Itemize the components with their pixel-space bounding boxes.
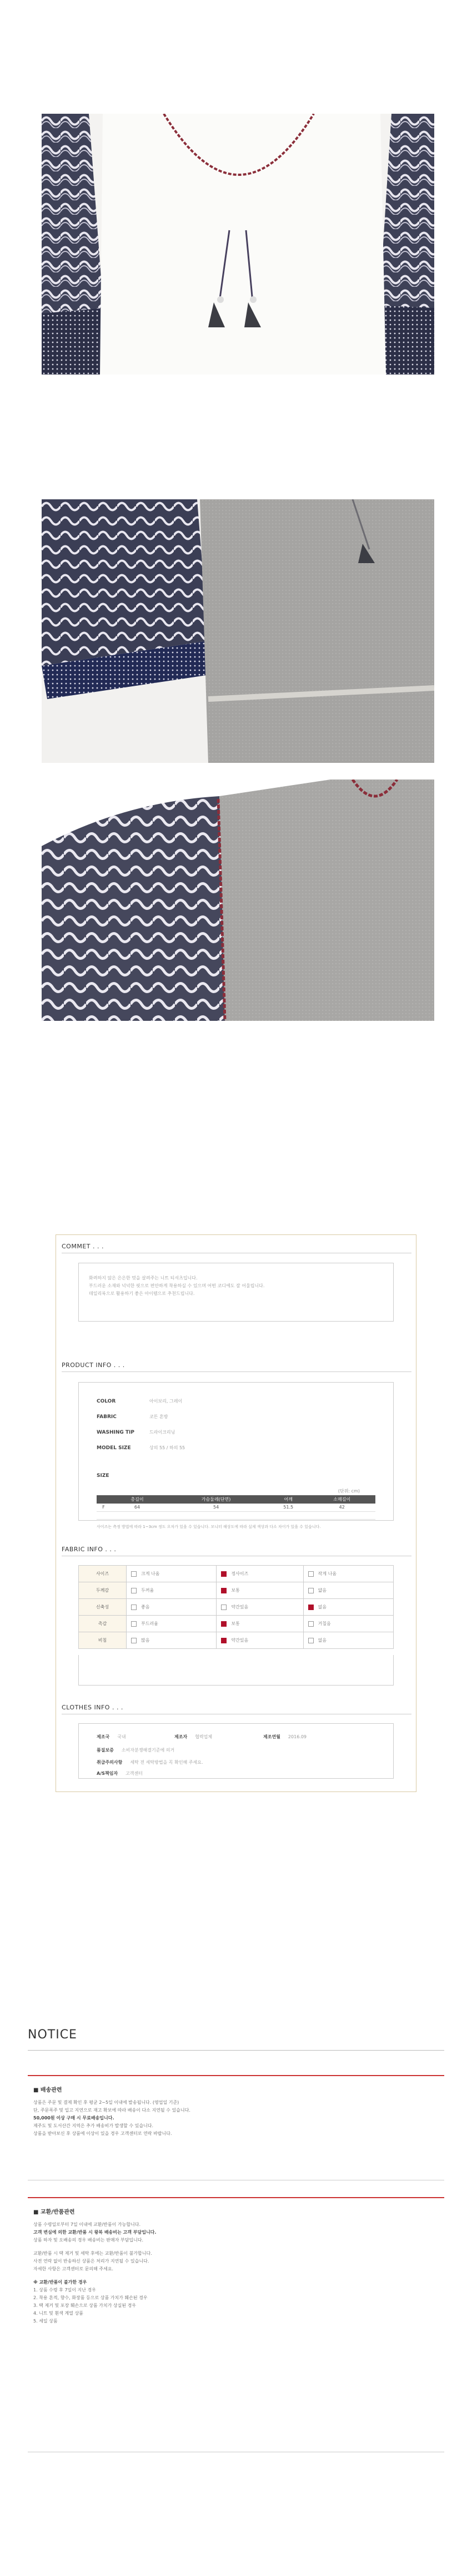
fabric-option [303, 1616, 393, 1632]
exchange-line: 상품 수령일로부터 7일 이내에 교환/반품이 가능합니다. [33, 2222, 141, 2227]
checkbox-icon [308, 1588, 314, 1593]
fabric-option-label: 약간있음 [231, 1638, 249, 1643]
clothes-row: 취급주의사항 세탁 전 세탁방법을 꼭 확인해 주세요. [97, 1760, 203, 1765]
fabric-option-label: 좋음 [141, 1605, 150, 1610]
exchange-line: 5. 세일 상품 [33, 2319, 58, 2324]
size-cell: 64 [111, 1504, 164, 1511]
checkbox-icon [221, 1605, 227, 1610]
size-header [97, 1495, 111, 1504]
checked-box-icon [308, 1605, 314, 1610]
fabric-row [79, 1616, 394, 1632]
fabric-option-label: 얇음 [318, 1588, 327, 1593]
checked-box-icon [221, 1588, 227, 1593]
delivery-line: 제주도 및 도서산간 지역은 추가 배송비가 발생할 수 있습니다. [33, 2123, 154, 2128]
exchange-line: 교환/반품 시 택 제거 및 세탁 후에는 교환/반품이 불가합니다. [33, 2251, 152, 2256]
product-row-fabric: FABRIC 코튼 혼방 [97, 1414, 168, 1420]
fabric-row [79, 1566, 394, 1582]
size-header: 어깨 [268, 1495, 309, 1504]
fabric-option [217, 1616, 303, 1632]
fabric-row [79, 1599, 394, 1616]
divider [62, 1371, 411, 1372]
size-label: SIZE [97, 1473, 109, 1479]
delivery-line: 상품을 받아보신 후 상품에 이상이 있을 경우 고객센터로 연락 바랍니다. [33, 2131, 172, 2136]
size-cell: 42 [309, 1504, 375, 1511]
product-row-color: COLOR 아이보리, 그레이 [97, 1399, 183, 1404]
fabric-option [217, 1599, 303, 1616]
fabric-option [217, 1632, 303, 1649]
fabric-row [79, 1582, 394, 1599]
fabric-option-label: 거칠음 [318, 1621, 331, 1626]
size-row-empty [97, 1511, 375, 1519]
fabric-option [127, 1566, 217, 1582]
fabric-option-label: 보통 [231, 1588, 240, 1593]
fabric-table [78, 1565, 394, 1649]
size-header: 소매길이 [309, 1495, 375, 1504]
clothes-row: 품질보증 소비자분쟁해결기준에 의거 [97, 1748, 175, 1753]
checkbox-icon [131, 1588, 137, 1593]
fabric-row-label: 두께감 [79, 1582, 127, 1599]
exchange-line: 4. 니트 및 흰색 계열 상품 [33, 2311, 83, 2316]
delivery-line: 상품은 주문 및 결제 확인 후 평균 2~5일 이내에 발송됩니다. (영업일 기준) [33, 2100, 179, 2105]
fabric-option [303, 1632, 393, 1649]
fabric-row-label: 비침 [79, 1632, 127, 1649]
clothes-info-title: CLOTHES INFO . . . [62, 1704, 123, 1711]
checked-box-icon [221, 1638, 227, 1643]
product-row-model-size: MODEL SIZE 상의 55 / 하의 55 [97, 1445, 185, 1451]
exchange-title: ■ 교환/반품관련 [33, 2209, 75, 2215]
notice-delivery [28, 2075, 444, 2180]
size-header: 가슴둘레(단면) [164, 1495, 268, 1504]
fabric-info-title: FABRIC INFO . . . [62, 1546, 117, 1553]
fabric-option-label: 없음 [318, 1605, 327, 1610]
comment-box [78, 1263, 394, 1322]
exchange-line: 2. 착용 흔적, 향수, 화장품 등으로 상품 가치가 훼손된 경우 [33, 2295, 148, 2300]
fabric-option [127, 1599, 217, 1616]
exchange-line: ※ 교환/반품이 불가한 경우 [33, 2280, 87, 2285]
comment-line: 데일리룩으로 활용하기 좋은 아이템으로 추천드립니다. [89, 1291, 195, 1296]
size-cell: 51.5 [268, 1504, 309, 1511]
comment-title: COMMET . . . [62, 1243, 104, 1250]
checkbox-icon [308, 1638, 314, 1643]
fabric-option-label: 크게 나옴 [141, 1571, 160, 1576]
comment-line: 화려하지 않은 은은한 멋을 살려주는 니트 티셔츠입니다. [89, 1276, 198, 1281]
size-cell: 54 [164, 1504, 268, 1511]
fabric-option [217, 1582, 303, 1599]
product-info-panel [56, 1234, 416, 1792]
product-photo-sleeve [42, 499, 434, 763]
checkbox-icon [131, 1638, 137, 1643]
fabric-option [303, 1599, 393, 1616]
fabric-option [303, 1582, 393, 1599]
unit-label: (단위: cm) [338, 1489, 360, 1494]
clothes-row: A/S책임자 고객센터 [97, 1771, 143, 1776]
size-header-row [97, 1495, 375, 1504]
fabric-option-label: 정사이즈 [231, 1571, 249, 1576]
size-note: 사이즈는 측정 방법에 따라 1~3cm 정도 오차가 있을 수 있습니다. 모니터 해상도에 따라 실제 색상과 다소 차이가 있을 수 있습니다. [97, 1525, 321, 1529]
notice-exchange [28, 2197, 444, 2452]
clothes-row: 제조자 협력업체 [174, 1734, 213, 1739]
size-table [97, 1495, 375, 1520]
fabric-option-label: 약간있음 [231, 1605, 249, 1610]
delivery-title: ■ 배송관련 [33, 2087, 62, 2093]
size-row [97, 1504, 375, 1511]
exchange-line: 1. 상품 수령 후 7일이 지난 경우 [33, 2287, 96, 2292]
notice-title: NOTICE [28, 2028, 77, 2042]
delivery-line: 50,000원 이상 구매 시 무료배송입니다. [33, 2116, 114, 2120]
exchange-line: 자세한 사항은 고객센터로 문의해 주세요. [33, 2266, 114, 2271]
product-info-box [78, 1382, 394, 1529]
clothes-info-box [78, 1723, 394, 1779]
fabric-option-label: 보통 [231, 1621, 240, 1626]
size-header: 총길이 [111, 1495, 164, 1504]
checkbox-icon [131, 1605, 137, 1610]
exchange-line: 상품 하자 및 오배송의 경우 배송비는 판매자 부담입니다. [33, 2238, 144, 2243]
fabric-blank-area [78, 1655, 394, 1686]
fabric-option-label: 두꺼움 [141, 1588, 154, 1593]
fabric-option-label: 없음 [318, 1638, 327, 1643]
checked-box-icon [221, 1571, 227, 1577]
comment-line: 부드러운 소재와 넉넉한 핏으로 편안하게 착용하실 수 있으며 어떤 코디에도 잘 어울립니다. [89, 1283, 265, 1288]
fabric-option-label: 작게 나옴 [318, 1571, 337, 1576]
fabric-option [127, 1632, 217, 1649]
fabric-option [217, 1566, 303, 1582]
product-photo-necklace [42, 114, 434, 374]
product-info-title: PRODUCT INFO . . . [62, 1362, 125, 1369]
clothes-row: 제조연월 2016.09 [263, 1734, 307, 1739]
notice-divider [28, 2050, 444, 2051]
fabric-row-label: 신축성 [79, 1599, 127, 1616]
fabric-option [127, 1582, 217, 1599]
checked-box-icon [221, 1621, 227, 1627]
fabric-option-label: 부드러움 [141, 1621, 158, 1626]
delivery-line: 단, 주문폭주 및 입고 지연으로 재고 확보에 따라 배송이 다소 지연될 수 있습니다. [33, 2108, 190, 2113]
clothes-row: 제조국 국내 [97, 1734, 126, 1739]
fabric-row-label: 촉감 [79, 1616, 127, 1632]
checkbox-icon [308, 1621, 314, 1627]
exchange-line: 3. 택 제거 및 포장 훼손으로 상품 가치가 상실된 경우 [33, 2303, 137, 2308]
fabric-row-label: 사이즈 [79, 1566, 127, 1582]
size-cell: F [97, 1504, 111, 1511]
product-row-washing: WASHING TIP 드라이크리닝 [97, 1430, 175, 1435]
exchange-line: 사전 연락 없이 반송하신 상품은 처리가 지연될 수 있습니다. [33, 2259, 149, 2264]
fabric-row [79, 1632, 394, 1649]
checkbox-icon [131, 1571, 137, 1577]
fabric-option [303, 1566, 393, 1582]
fabric-option [127, 1616, 217, 1632]
fabric-option-label: 많음 [141, 1638, 150, 1643]
exchange-line: 고객 변심에 의한 교환/반품 시 왕복 배송비는 고객 부담입니다. [33, 2230, 157, 2235]
checkbox-icon [131, 1621, 137, 1627]
product-photo-shoulder [42, 780, 434, 1021]
checkbox-icon [308, 1571, 314, 1577]
